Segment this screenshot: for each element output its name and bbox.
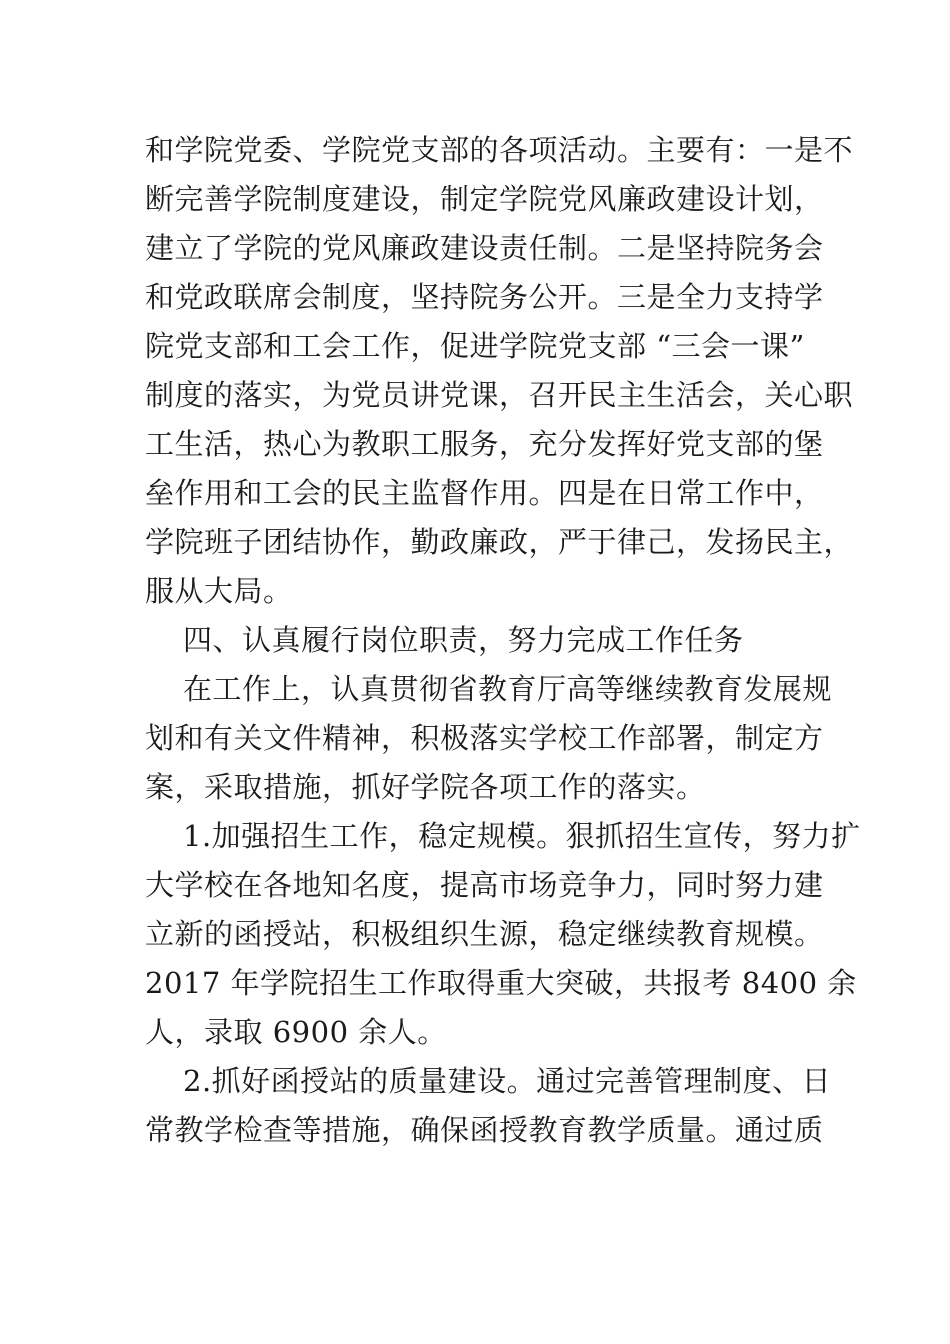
text-line: 和学院党委、学院党支部的各项活动。主要有：一是不 [145,133,854,167]
text-line: 立新的函授站，积极组织生源，稳定继续教育规模。 [145,917,824,951]
text-line: 服从大局。 [145,574,293,608]
text-line: 建立了学院的党风廉政建设责任制。二是坚持院务会 [145,231,824,265]
text-line: 垒作用和工会的民主监督作用。四是在日常工作中， [145,476,824,510]
body-text [145,126,861,1155]
text-line: 大学校在各地知名度，提高市场竞争力，同时努力建 [145,868,824,902]
text-line: 院党支部和工会工作，促进学院党支部 “三会一课” [145,329,805,363]
text-line: 制度的落实，为党员讲党课，召开民主生活会，关心职 [145,378,854,412]
text-line: 2017 年学院招生工作取得重大突破，共报考 8400 余 [145,966,857,1000]
paragraph-start: 1.加强招生工作，稳定规模。狠抓招生宣传，努力扩 [183,819,861,853]
text-line: 人，录取 6900 余人。 [145,1015,447,1049]
text-line: 案，采取措施，抓好学院各项工作的落实。 [145,770,706,804]
text-line: 学院班子团结协作，勤政廉政，严于律己，发扬民主， [145,525,854,559]
paragraph-start: 在工作上，认真贯彻省教育厅高等继续教育发展规 [183,672,833,706]
section-heading: 四、认真履行岗位职责，努力完成工作任务 [183,623,744,657]
text-line: 和党政联席会制度，坚持院务公开。三是全力支持学 [145,280,824,314]
text-line: 工生活，热心为教职工服务，充分发挥好党支部的堡 [145,427,824,461]
paragraph-start: 2.抓好函授站的质量建设。通过完善管理制度、日 [183,1064,832,1098]
text-line: 常教学检查等措施，确保函授教育教学质量。通过质 [145,1113,824,1147]
text-line: 断完善学院制度建设，制定学院党风廉政建设计划， [145,182,824,216]
text-line: 划和有关文件精神，积极落实学校工作部署，制定方 [145,721,824,755]
